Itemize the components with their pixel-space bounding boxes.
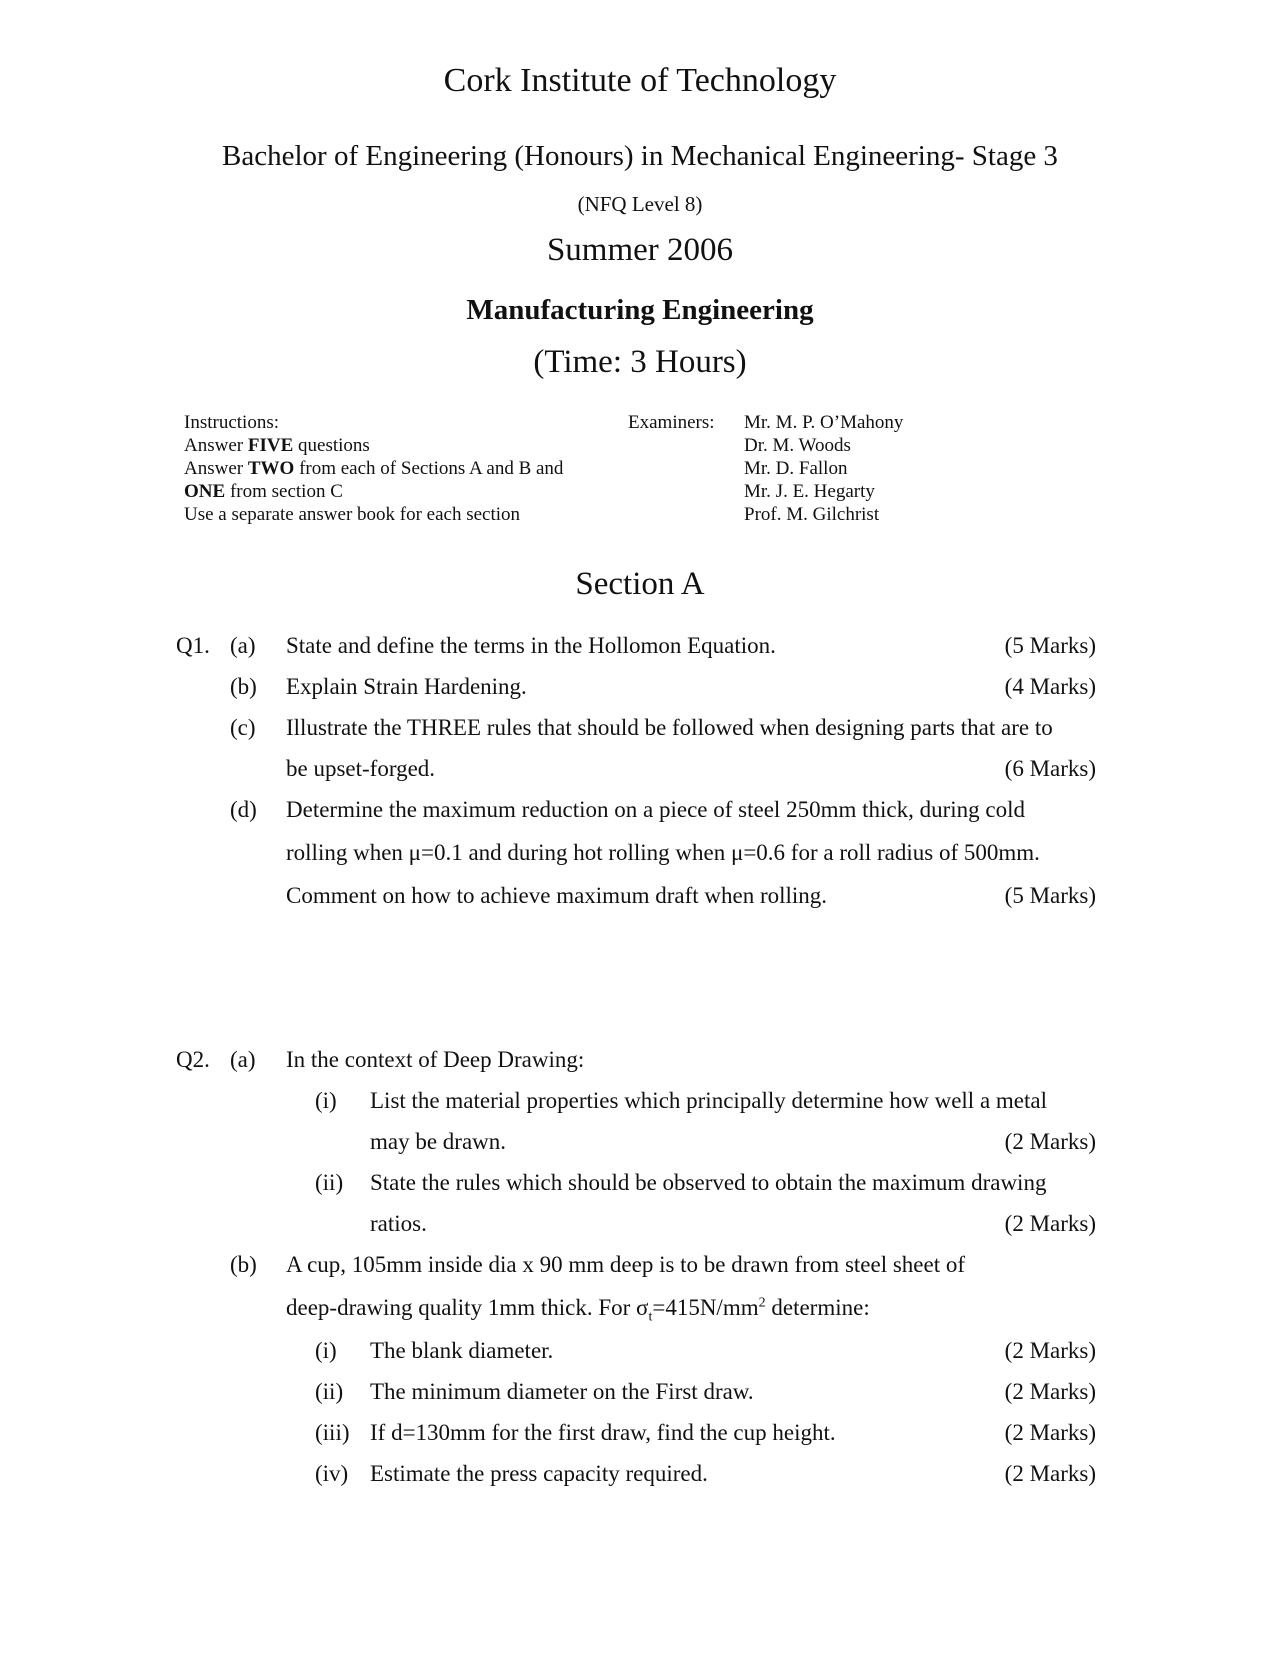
q2-b-text-part: =415N/mm (652, 1295, 759, 1320)
exam-duration: (Time: 3 Hours) (533, 344, 747, 380)
q1-a-label: (a) (230, 633, 256, 658)
instructions-heading: Instructions: (184, 412, 279, 433)
q1-a-text: State and define the terms in the Hollomon Equation. (286, 633, 776, 658)
q2-b-iii-label: (iii) (315, 1420, 350, 1445)
examiners-list (744, 411, 903, 526)
q1-b-text: Explain Strain Hardening. (286, 674, 527, 699)
q1-b-label: (b) (230, 674, 257, 699)
sigma-subscript: t (648, 1309, 653, 1325)
q1-d-label: (d) (230, 797, 257, 822)
section-a-title: Section A (575, 566, 705, 602)
q2-a-label: (a) (230, 1047, 256, 1072)
instruction-text: questions (293, 435, 370, 456)
q2-b-iii-text: If d=130mm for the first draw, find the cup height. (370, 1420, 836, 1445)
instruction-text: Answer (184, 435, 248, 456)
instruction-line (184, 434, 563, 457)
q1-c-text-line1: Illustrate the THREE rules that should be followed when designing parts that are to (286, 715, 1053, 740)
examiner-name: Mr. J. E. Hegarty (744, 481, 875, 502)
q2-b-text-part: determine: (765, 1295, 870, 1320)
q2-b-ii-text: The minimum diameter on the First draw. (370, 1379, 754, 1404)
examiner-name: Mr. M. P. O’Mahony (744, 412, 904, 433)
q2-b-text-line1: A cup, 105mm inside dia x 90 mm deep is to be drawn from steel sheet of (286, 1252, 966, 1277)
subject-title: Manufacturing Engineering (466, 294, 814, 326)
session-title: Summer 2006 (546, 232, 734, 268)
instruction-emphasis: ONE (184, 481, 226, 502)
unit-superscript: 2 (758, 1295, 766, 1311)
q1-d-text-line3: Comment on how to achieve maximum draft when rolling. (286, 883, 828, 908)
instruction-text: from section C (225, 481, 343, 502)
q2-a-ii-marks: (2 Marks) (1004, 1211, 1096, 1236)
nfq-level: (NFQ Level 8) (577, 192, 703, 216)
q2-b-iv-marks: (2 Marks) (1004, 1461, 1096, 1486)
q2-b-ii-label: (ii) (315, 1379, 344, 1404)
q2-a-ii-text-line2: ratios. (370, 1211, 427, 1236)
examiners-label: Examiners: (628, 412, 715, 433)
q2-b-i-text: The blank diameter. (370, 1338, 554, 1363)
examiner-name: Mr. D. Fallon (744, 458, 848, 479)
instruction-line (184, 457, 563, 480)
q1-c-marks: (6 Marks) (1004, 756, 1096, 781)
instruction-line: Use a separate answer book for each section (184, 504, 521, 525)
q1-d-text-line1: Determine the maximum reduction on a piece of steel 250mm thick, during cold (286, 797, 1025, 822)
instruction-text: Answer (184, 458, 248, 479)
q2-a-i-marks: (2 Marks) (1004, 1129, 1096, 1154)
programme-title: Bachelor of Engineering (Honours) in Mechanical Engineering- Stage 3 (222, 140, 1058, 172)
examiner-name: Dr. M. Woods (744, 435, 851, 456)
q1-d-marks: (5 Marks) (1004, 883, 1096, 908)
q2-a-i-text-line2: may be drawn. (370, 1129, 507, 1154)
q1-number: Q1. (176, 633, 210, 658)
q2-a-text: In the context of Deep Drawing: (286, 1047, 585, 1072)
q2-a-ii-label: (ii) (315, 1170, 344, 1195)
instruction-line (184, 480, 563, 503)
q2-b-text-line2 (286, 1295, 870, 1325)
q1-c-text-line2: be upset-forged. (286, 756, 436, 781)
instructions-block (184, 411, 563, 526)
q2-number: Q2. (176, 1047, 210, 1072)
q2-a-ii-text-line1: State the rules which should be observed to obtain the maximum drawing (370, 1170, 1047, 1195)
q2-b-label: (b) (230, 1252, 257, 1277)
q2-b-i-label: (i) (315, 1338, 337, 1363)
q2-b-i-marks: (2 Marks) (1004, 1338, 1096, 1363)
institute-title: Cork Institute of Technology (443, 62, 837, 99)
q2-b-iii-marks: (2 Marks) (1004, 1420, 1096, 1445)
q1-d-text-line2: rolling when μ=0.1 and during hot rolling when μ=0.6 for a roll radius of 500mm. (286, 840, 1040, 865)
q1-c-label: (c) (230, 715, 256, 740)
instruction-emphasis: TWO (247, 458, 295, 479)
instruction-emphasis: FIVE (247, 435, 294, 456)
q2-a-i-text-line1: List the material properties which principally determine how well a metal (370, 1088, 1047, 1113)
q2-b-text-part: deep-drawing quality 1mm thick. For σ (286, 1295, 649, 1320)
q1-b-marks: (4 Marks) (1004, 674, 1096, 699)
q2-b-iv-text: Estimate the press capacity required. (370, 1461, 708, 1486)
q1-a-marks: (5 Marks) (1004, 633, 1096, 658)
instruction-text: from each of Sections A and B and (294, 458, 564, 479)
q2-b-ii-marks: (2 Marks) (1004, 1379, 1096, 1404)
q2-b-iv-label: (iv) (315, 1461, 349, 1486)
q2-a-i-label: (i) (315, 1088, 337, 1113)
examiner-name: Prof. M. Gilchrist (744, 504, 880, 525)
